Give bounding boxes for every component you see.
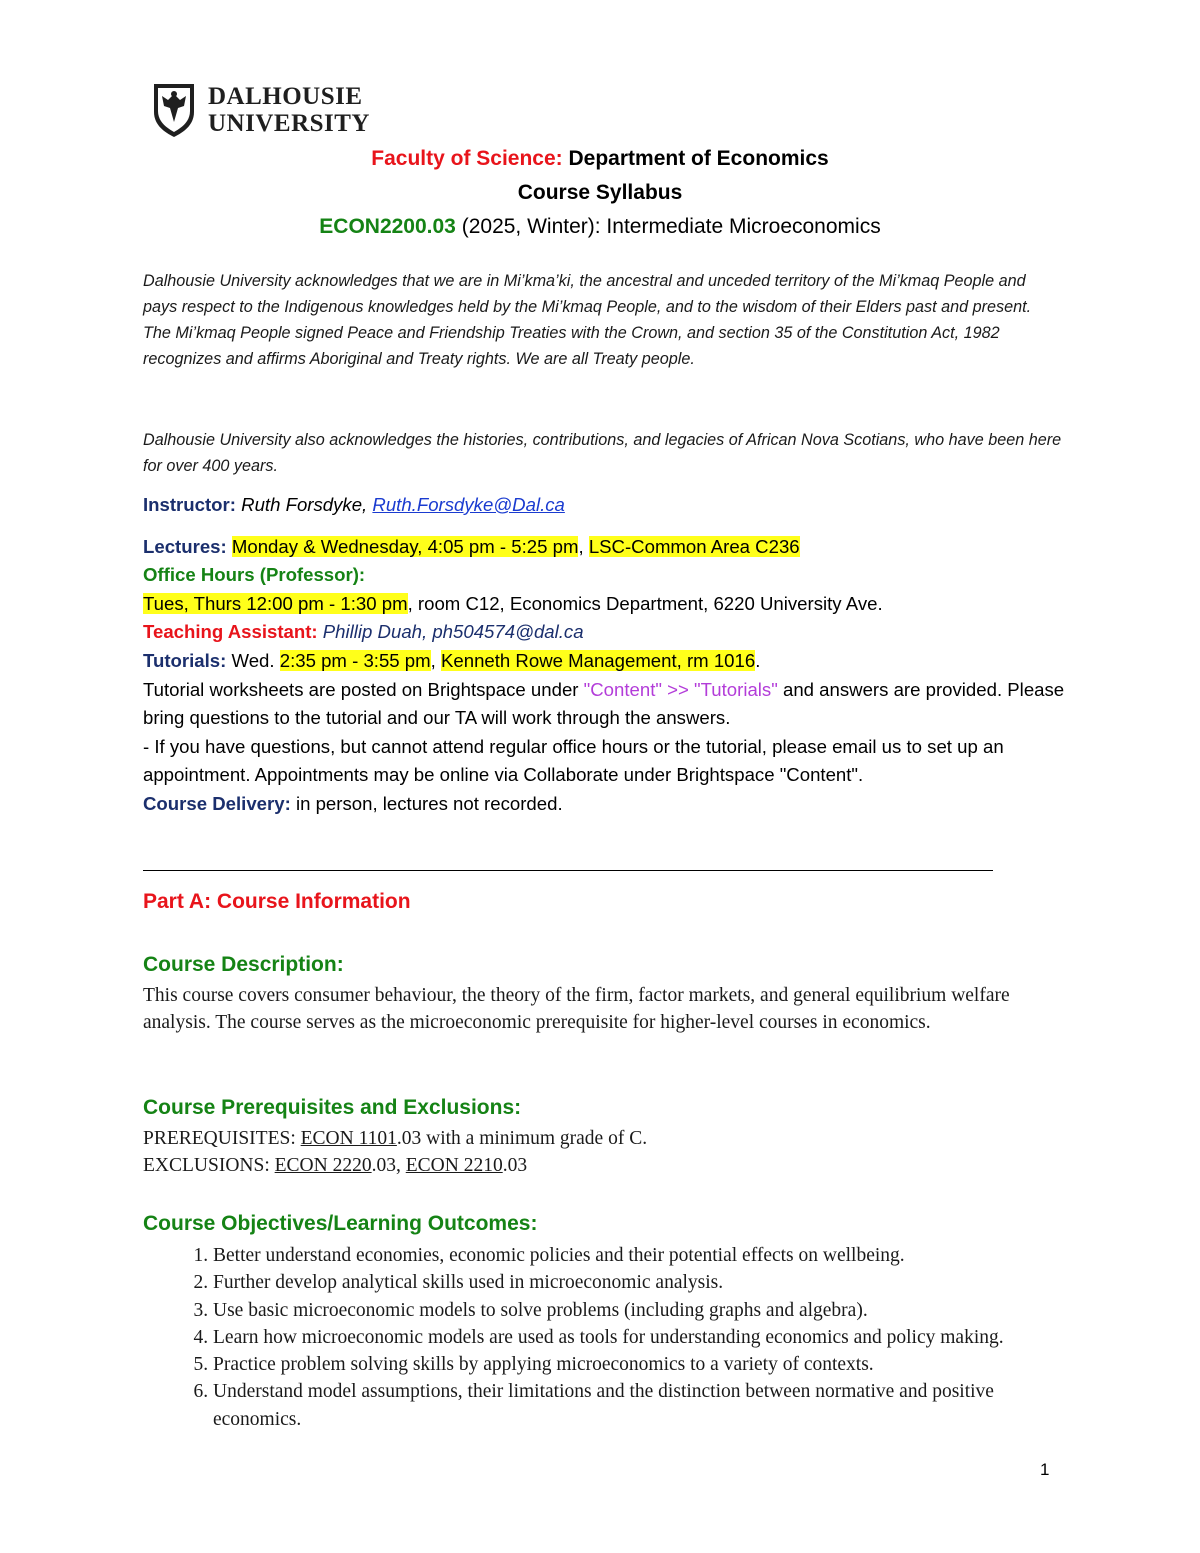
tutorial-note-line-2: - If you have questions, but cannot attend regular office hours or the tutorial, please email us to set up an appointment. Appointments may be online via Collaborate under Brightspace "Content". [143,735,1004,786]
objective-item: 5. Practice problem solving skills by applying microeconomics to a variety of contexts. [213,1351,1063,1378]
lectures-line [143,533,1073,562]
tutorials-label: Tutorials: [143,649,227,671]
delivery-line [143,790,1073,819]
prerequisites-heading: Course Prerequisites and Exclusions: [143,1096,522,1119]
instructor-line [143,491,1073,520]
office-hours-time: Tues, Thurs 12:00 pm - 1:30 pm [143,592,408,614]
lectures-separator: , [578,535,584,557]
exclusion-course-1: ECON 2220 [274,1155,372,1176]
prerequisites-line [143,1125,1063,1152]
course-code: ECON2200.03 [319,215,456,238]
african-nova-scotian-acknowledgement: Dalhousie University also acknowledges the histories, contributions, and legacies of African Nova Scotians, who have been here for over 400 years. [143,431,1062,475]
objective-item: 2. Further develop analytical skills used in microeconomic analysis. [213,1269,1063,1296]
lectures-time: Monday & Wednesday, 4:05 pm - 5:25 pm [231,535,579,557]
part-a-heading: Part A: Course Information [143,890,411,913]
exclusions-label: EXCLUSIONS: [143,1155,275,1176]
instructor-name: Ruth Forsdyke, [241,494,373,515]
exclusion-mid: .03, [371,1155,406,1176]
instructor-label: Instructor: [143,494,236,515]
tutorial-note-pre: Tutorial worksheets are posted on Brightspace under [143,678,584,700]
objective-item: 3. Use basic microeconomic models to solve problems (including graphs and algebra). [213,1297,1063,1324]
objective-item: 6. Understand model assumptions, their limitations and the distinction between normative and positive economics. [213,1378,1063,1433]
faculty-line [0,145,1200,173]
page-number: 1 [1040,1460,1050,1479]
tutorials-end: . [755,649,761,671]
office-hours-label: Office Hours (Professor): [143,564,366,586]
delivery-value: in person, lectures not recorded. [295,792,563,814]
tutorials-room: Kenneth Rowe Management, rm 1016 [440,649,756,671]
course-description-text: This course covers consumer behaviour, the theory of the firm, factor markets, and general equilibrium welfare analysis. The course serves as the microeconomic prerequisite for higher-level courses in economics. [143,985,1010,1033]
ta-value: Phillip Duah, ph504574@dal.ca [322,621,584,643]
crest-icon [152,82,196,138]
office-hours-line [143,590,1073,619]
objectives-list [143,1242,1063,1433]
lectures-label: Lectures: [143,535,227,557]
delivery-label: Course Delivery: [143,792,291,814]
tutorial-note-post: and answers are provided. Please bring questions to the tutorial and our TA will work through the answers. [143,678,1065,729]
objectives-heading: Course Objectives/Learning Outcomes: [143,1212,538,1235]
doc-type: Course Syllabus [517,181,683,204]
department-name: Department of Economics [568,147,829,170]
land-acknowledgement: Dalhousie University acknowledges that we are in Mi’kma’ki, the ancestral and unceded territory of the Mi’kmaq People and pays respect to the Indigenous knowledges held by the Mi’kmaq People, and to the wisdom of their Elders past and present. The Mi’kmaq People signed Peace and Friendship Treaties with the Crown, and section 35 of the Constitution Act, 1982 recognizes and affirms Aboriginal and Treaty rights. We are all Treaty people. [143,272,1032,368]
exclusion-end: .03 [502,1155,528,1176]
prerequisite-course: ECON 1101 [300,1128,397,1149]
course-title: (2025, Winter): Intermediate Microeconomics [461,215,881,238]
tutorial-note-path: "Content" >> "Tutorials" [583,678,778,700]
tutorials-separator: , [430,649,436,671]
prerequisite-rest: .03 with a minimum grade of C. [396,1128,648,1149]
lectures-room: LSC-Common Area C236 [588,535,800,557]
tutorial-note [143,676,1073,733]
university-logo [152,82,370,138]
logo-line-1: DALHOUSIE [208,83,363,110]
logo-line-2: UNIVERSITY [208,110,370,137]
exclusions-line [143,1152,1063,1179]
logo-wordmark [208,83,370,137]
prerequisites-label: PREREQUISITES: [143,1128,301,1149]
section-divider [143,870,993,871]
tutorials-line [143,647,1073,676]
exclusion-course-2: ECON 2210 [405,1155,503,1176]
course-info-block [143,491,1073,819]
objective-item: 1. Better understand economies, economic policies and their potential effects on wellbeing. [213,1242,1063,1269]
ta-line [143,618,1073,647]
ta-label: Teaching Assistant: [143,621,318,643]
instructor-email-link[interactable]: Ruth.Forsdyke@Dal.ca [372,494,565,515]
course-description-heading: Course Description: [143,953,344,976]
tutorials-time: 2:35 pm - 3:55 pm [279,649,431,671]
office-hours-place: , room C12, Economics Department, 6220 University Ave. [407,592,883,614]
faculty-label: Faculty of Science: [371,147,563,170]
tutorials-day: Wed. [231,649,275,671]
objective-item: 4. Learn how microeconomic models are used as tools for understanding economics and policy making. [213,1324,1063,1351]
course-title-line [0,213,1200,241]
